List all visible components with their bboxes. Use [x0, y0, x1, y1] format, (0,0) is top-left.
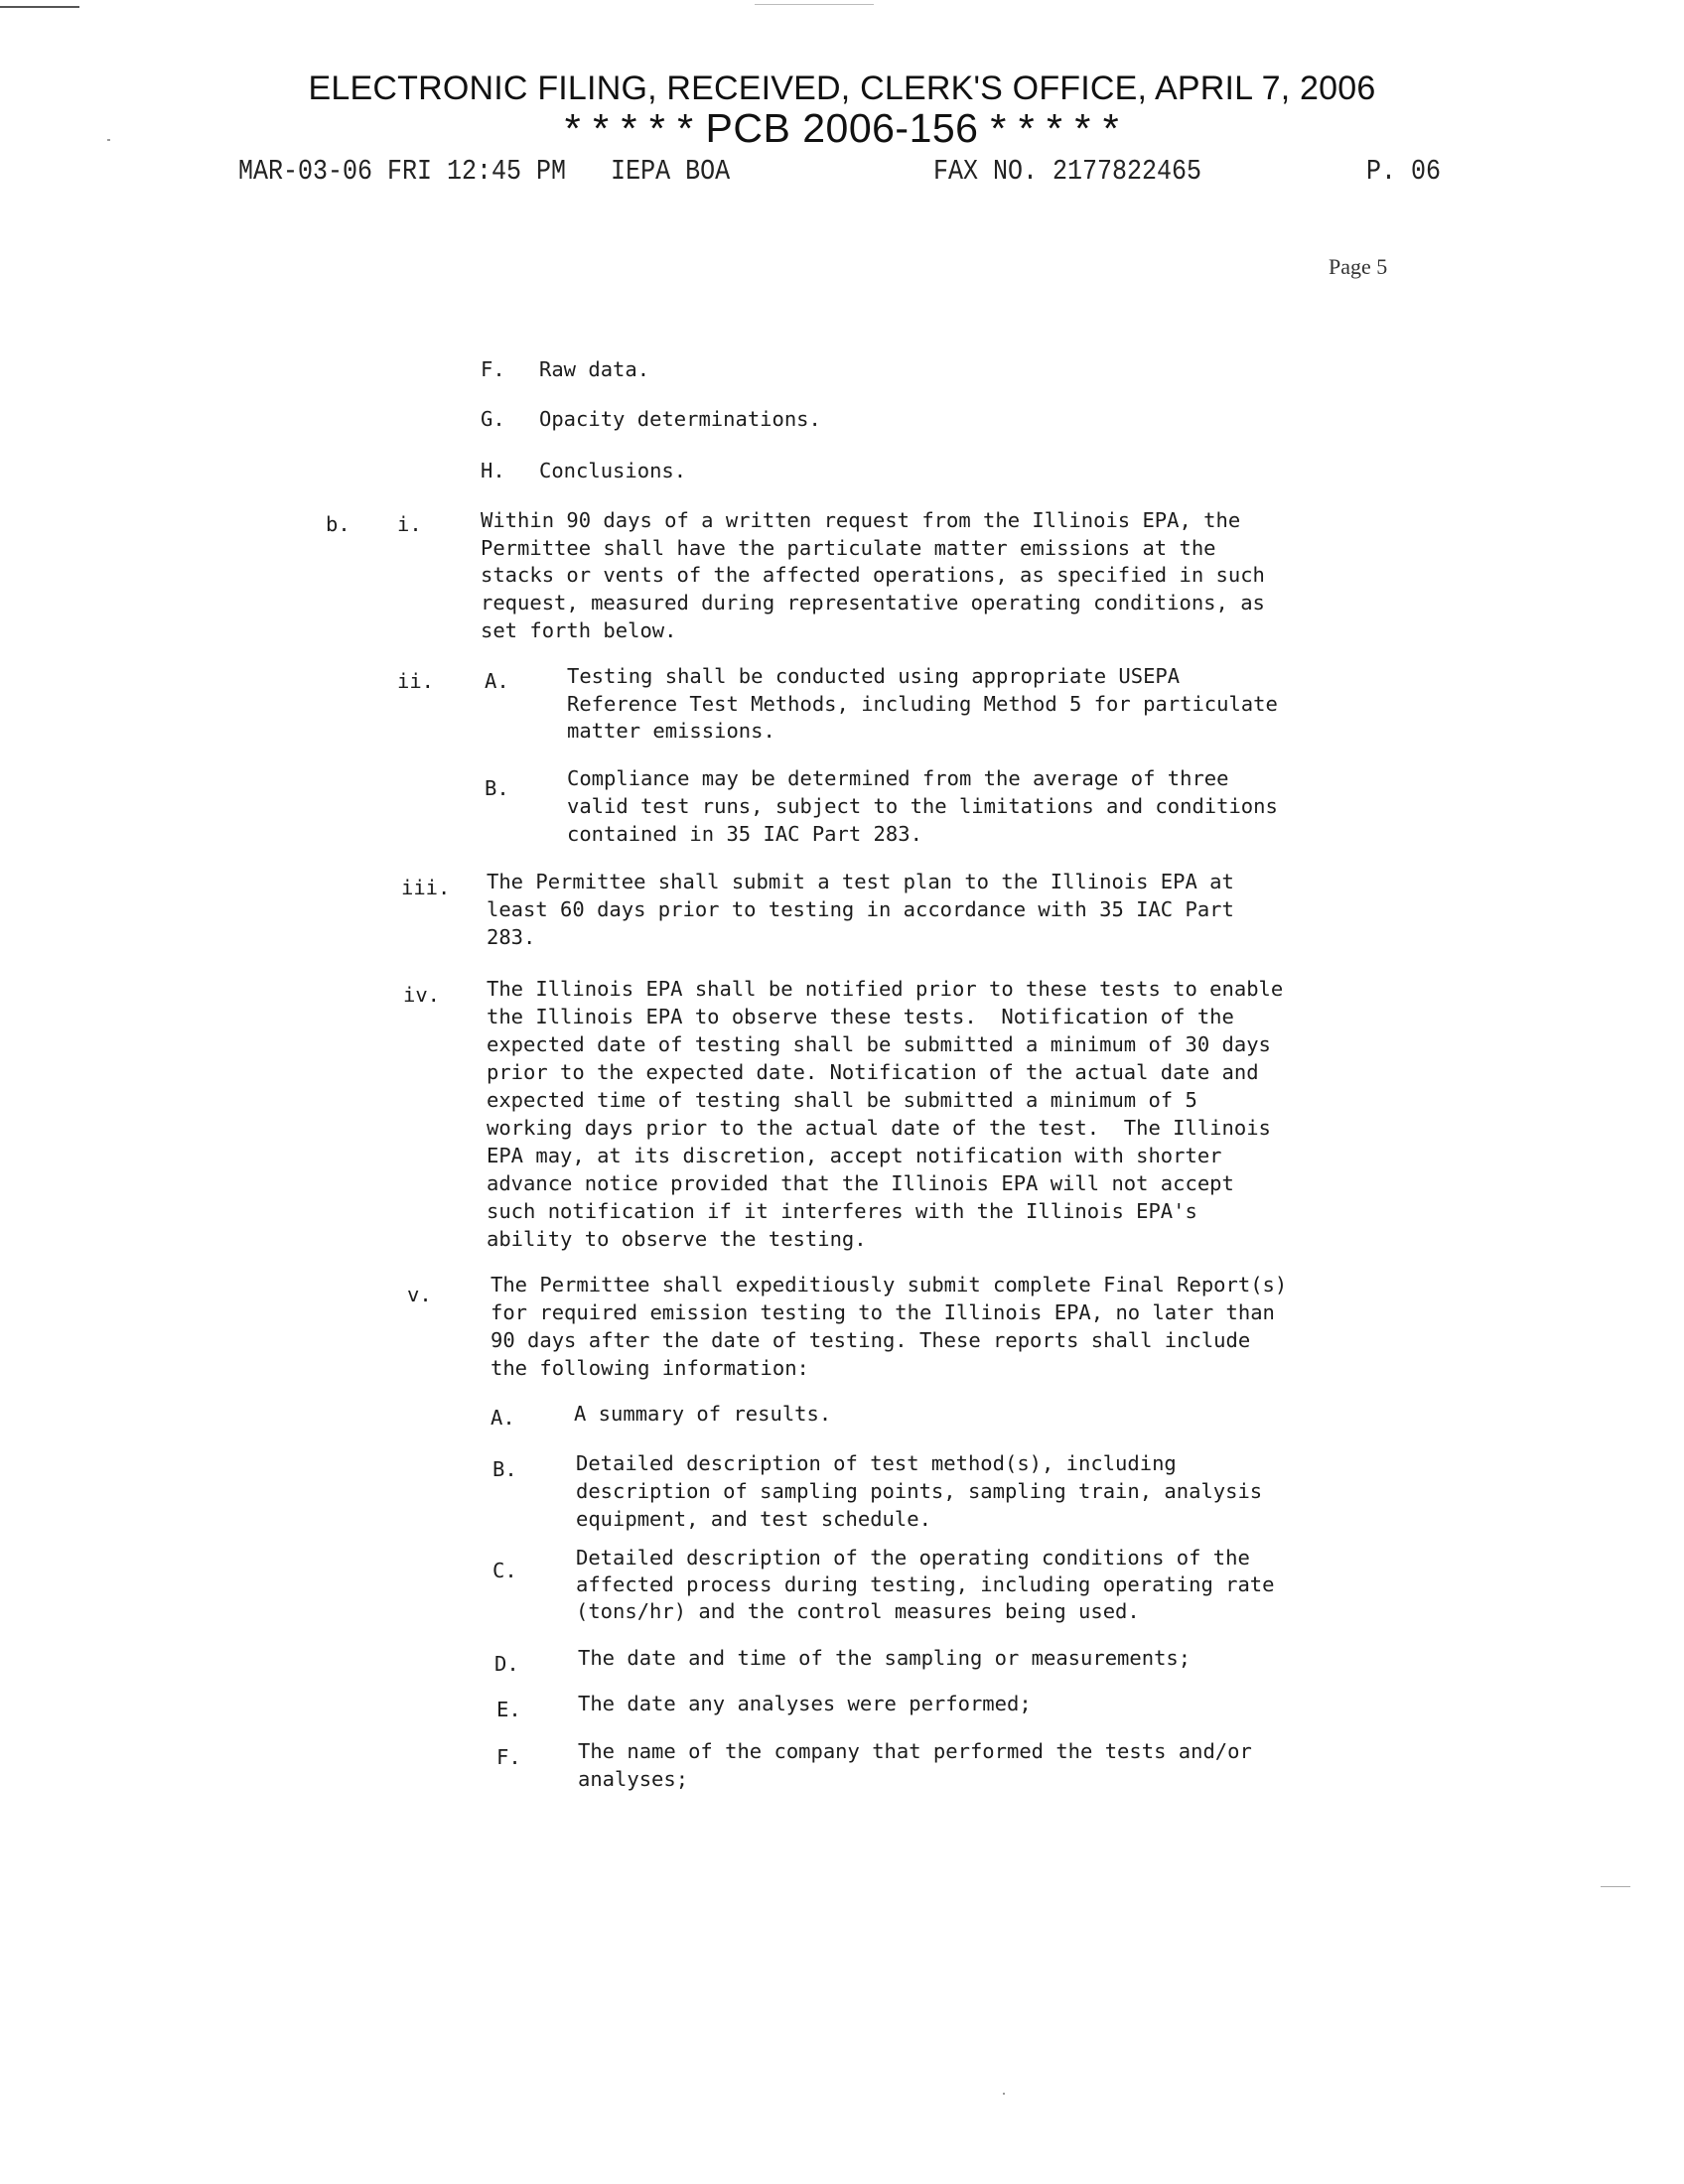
item-label: ii.: [397, 669, 435, 693]
item-text: stacks or vents of the affected operations, as specified in such: [481, 563, 1265, 587]
item-text: (tons/hr) and the control measures being used.: [576, 1599, 1140, 1623]
scan-mark: [1601, 1886, 1630, 1887]
item-text: A summary of results.: [574, 1402, 832, 1426]
item-text: expected date of testing shall be submitted a minimum of 30 days: [487, 1032, 1271, 1056]
item-text: equipment, and test schedule.: [576, 1507, 931, 1531]
filing-stamp-line1: ELECTRONIC FILING, RECEIVED, CLERK'S OFFICE, APRIL 7, 2006: [308, 69, 1376, 107]
item-text: Permittee shall have the particulate matter emissions at the: [481, 536, 1216, 560]
item-text: affected process during testing, including operating rate: [576, 1572, 1275, 1596]
item-text: expected time of testing shall be submitted a minimum of 5: [487, 1088, 1197, 1112]
item-text: Compliance may be determined from the average of three: [567, 766, 1229, 790]
item-text: Reference Test Methods, including Method 5 for particulate: [567, 692, 1278, 716]
item-label: G.: [481, 407, 505, 431]
item-text: Raw data.: [539, 357, 650, 381]
item-text: the following information:: [491, 1356, 809, 1380]
scan-mark: [0, 6, 79, 8]
item-text: The Permittee shall submit a test plan to the Illinois EPA at: [487, 870, 1234, 893]
item-text: the Illinois EPA to observe these tests. Notification of the: [487, 1005, 1234, 1028]
filing-stamp-docket: * * * * * PCB 2006-156 * * * * *: [564, 105, 1120, 151]
item-text: least 60 days prior to testing in accordance with 35 IAC Part: [487, 897, 1234, 921]
item-text: such notification if it interferes with the Illinois EPA's: [487, 1199, 1197, 1223]
item-text: valid test runs, subject to the limitations and conditions: [567, 794, 1278, 818]
item-text: The Permittee shall expeditiously submit complete Final Report(s): [491, 1273, 1288, 1297]
item-label: H.: [481, 459, 505, 482]
fax-header-date: MAR-03-06 FRI 12:45 PM IEPA BOA: [238, 155, 731, 189]
item-text: ability to observe the testing.: [487, 1227, 867, 1251]
item-text: for required emission testing to the Illinois EPA, no later than: [491, 1300, 1275, 1324]
item-label: A.: [485, 669, 509, 693]
item-label: v.: [407, 1283, 432, 1306]
fax-header-number: FAX NO. 2177822465: [933, 155, 1202, 189]
item-label: B.: [492, 1457, 517, 1481]
item-text: matter emissions.: [567, 719, 775, 743]
item-label: D.: [494, 1652, 519, 1676]
item-text: set forth below.: [481, 618, 677, 642]
item-text: Detailed description of the operating conditions of the: [576, 1546, 1250, 1570]
item-label: C.: [492, 1559, 517, 1582]
item-text: advance notice provided that the Illinois EPA will not accept: [487, 1171, 1234, 1195]
item-label: iv.: [403, 983, 441, 1007]
item-text: working days prior to the actual date of the test. The Illinois: [487, 1116, 1271, 1140]
item-text: description of sampling points, sampling train, analysis: [576, 1479, 1263, 1503]
item-text: Conclusions.: [539, 459, 687, 482]
item-text: 283.: [487, 925, 536, 949]
item-label: iii.: [401, 876, 451, 899]
item-text: prior to the expected date. Notification of the actual date and: [487, 1060, 1259, 1084]
item-text: The name of the company that performed the tests and/or: [578, 1739, 1252, 1763]
item-text: Within 90 days of a written request from the Illinois EPA, the: [481, 508, 1241, 532]
item-text: The Illinois EPA shall be notified prior to these tests to enable: [487, 977, 1284, 1001]
item-text: analyses;: [578, 1767, 689, 1791]
item-label: b.: [326, 512, 351, 536]
item-text: 90 days after the date of testing. These reports shall include: [491, 1328, 1251, 1352]
page-number: Page 5: [1329, 254, 1388, 279]
item-text: Detailed description of test method(s), including: [576, 1451, 1177, 1475]
item-label: E.: [496, 1698, 521, 1721]
item-text: The date any analyses were performed;: [578, 1692, 1032, 1715]
item-text: EPA may, at its discretion, accept notification with shorter: [487, 1144, 1222, 1167]
item-label: B.: [485, 776, 509, 800]
item-text: contained in 35 IAC Part 283.: [567, 822, 922, 846]
item-label: F.: [481, 357, 505, 381]
item-label: i.: [397, 512, 422, 536]
item-text: request, measured during representative operating conditions, as: [481, 591, 1265, 614]
item-text: Testing shall be conducted using appropriate USEPA: [567, 664, 1181, 688]
item-text: The date and time of the sampling or measurements;: [578, 1646, 1192, 1670]
scan-mark: [755, 4, 874, 5]
item-text: Opacity determinations.: [539, 407, 821, 431]
item-label: F.: [496, 1745, 521, 1769]
scan-mark: [1003, 2093, 1005, 2095]
item-label: A.: [491, 1406, 515, 1430]
fax-header-page: P. 06: [1366, 155, 1442, 189]
